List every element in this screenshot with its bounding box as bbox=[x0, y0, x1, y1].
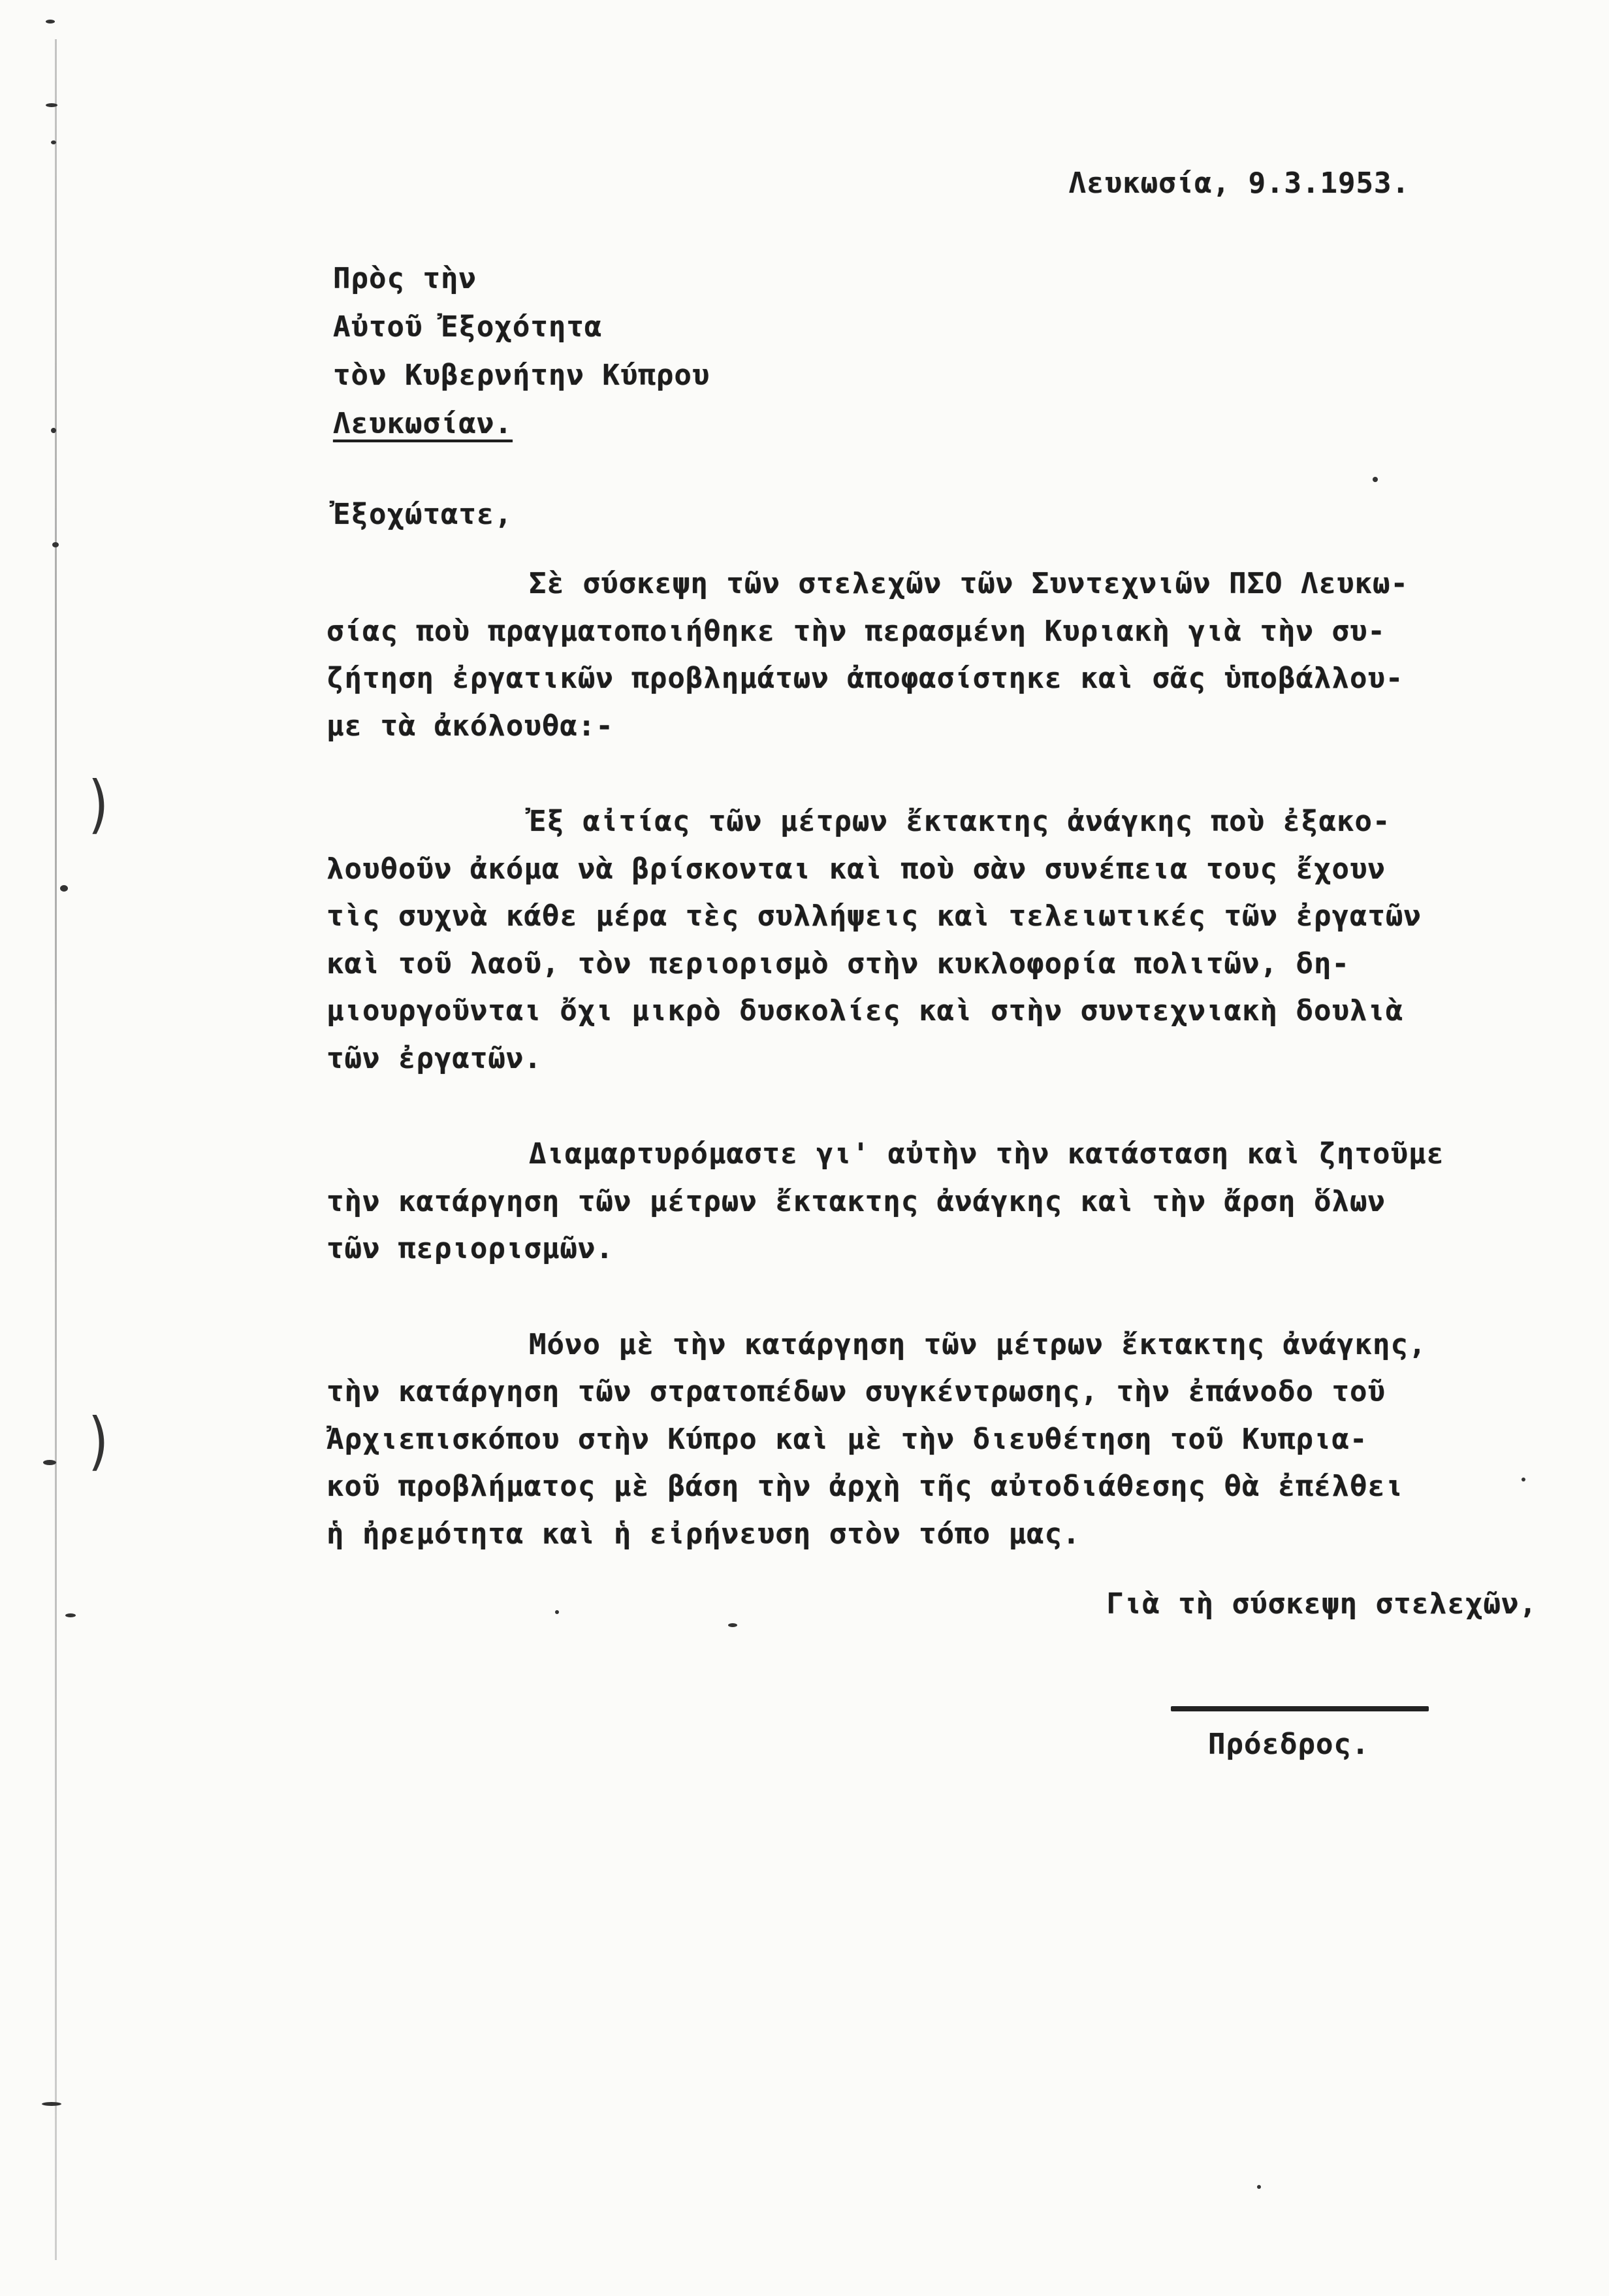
dateline: Λευκωσία, 9.3.1953. bbox=[1068, 167, 1410, 200]
scan-speck bbox=[1521, 1478, 1525, 1481]
paragraph-line: ἡ ἠρεμότητα καὶ ἡ εἰρήνευση στὸν τόπο μας. bbox=[327, 1517, 1081, 1551]
paragraph-line: Σὲ σύσκεψη τῶν στελεχῶν τῶν Συντεχνιῶν ΠΣΟ Λευκω- bbox=[529, 567, 1409, 600]
scan-speck bbox=[728, 1623, 737, 1627]
paragraph-line: Μόνο μὲ τὴν κατάργηση τῶν μέτρων ἔκτακτης ἀνάγκης, bbox=[529, 1327, 1427, 1361]
signature-title: Πρόεδρος. bbox=[1208, 1728, 1370, 1761]
paragraph-line: με τὰ ἀκόλουθα:- bbox=[327, 709, 614, 743]
scan-speck bbox=[65, 1613, 76, 1617]
scan-speck bbox=[42, 2102, 61, 2106]
recipient-address bbox=[333, 255, 710, 448]
paragraph-line: Ἀρχιεπισκόπου στὴν Κύπρο καὶ μὲ τὴν διευθέτηση τοῦ Κυπρια- bbox=[327, 1422, 1368, 1456]
salutation: Ἐξοχώτατε, bbox=[333, 498, 513, 531]
scan-speck bbox=[43, 1460, 56, 1465]
paragraph-line: λουθοῦν ἀκόμα νὰ βρίσκονται καὶ ποὺ σὰν συνέπεια τους ἔχουν bbox=[327, 852, 1386, 886]
scan-speck bbox=[555, 1610, 559, 1614]
signature-line bbox=[1171, 1706, 1429, 1711]
paragraph-1 bbox=[327, 560, 1531, 750]
paragraph-line: καὶ τοῦ λαοῦ, τὸν περιορισμὸ στὴν κυκλοφορία πολιτῶν, δη- bbox=[327, 946, 1350, 980]
closing-line: Γιὰ τὴ σύσκεψη στελεχῶν, bbox=[1106, 1587, 1537, 1621]
paragraph-line: σίας ποὺ πραγματοποιήθηκε τὴν περασμένη Κυριακὴ γιὰ τὴν συ- bbox=[327, 614, 1386, 648]
scan-speck bbox=[51, 428, 56, 433]
address-line-4: Λευκωσίαν. bbox=[333, 407, 513, 440]
scan-speck bbox=[1373, 477, 1378, 482]
scan-bracket-mark: ) bbox=[88, 768, 109, 841]
paragraph-line: τῶν περιορισμῶν. bbox=[327, 1232, 614, 1265]
scan-speck bbox=[52, 542, 59, 547]
paragraph-line: μιουργοῦνται ὄχι μικρὸ δυσκολίες καὶ στὴν συντεχνιακὴ δουλιὰ bbox=[327, 994, 1404, 1027]
paragraph-line: ζήτηση ἐργατικῶν προβλημάτων ἀποφασίστηκε καὶ σᾶς ὑποβάλλου- bbox=[327, 662, 1404, 695]
scan-speck bbox=[60, 885, 68, 892]
scan-bracket-mark: ) bbox=[88, 1404, 109, 1478]
scan-margin-line bbox=[55, 39, 57, 2260]
paragraph-line: τῶν ἐργατῶν. bbox=[327, 1041, 542, 1075]
paragraph-4 bbox=[327, 1321, 1531, 1559]
scan-speck bbox=[51, 140, 56, 144]
address-line-1: Πρὸς τὴν bbox=[333, 262, 477, 295]
paragraph-line: Διαμαρτυρόμαστε γι' αὐτὴν τὴν κατάσταση καὶ ζητοῦμε bbox=[529, 1137, 1445, 1171]
address-line-3: τὸν Κυβερνήτην Κύπρου bbox=[333, 359, 710, 392]
paragraph-line: τὴν κατάργηση τῶν μέτρων ἔκτακτης ἀνάγκης καὶ τὴν ἄρση ὅλων bbox=[327, 1184, 1386, 1218]
scan-speck bbox=[1257, 2185, 1261, 2189]
paragraph-line: τὴν κατάργηση τῶν στρατοπέδων συγκέντρωσης, τὴν ἐπάνοδο τοῦ bbox=[327, 1375, 1386, 1408]
letter-body bbox=[327, 560, 1531, 1606]
paragraph-line: Ἐξ αἰτίας τῶν μέτρων ἔκτακτης ἀνάγκης ποὺ ἐξακο- bbox=[529, 805, 1391, 838]
scan-speck bbox=[46, 103, 57, 107]
scan-speck bbox=[46, 20, 55, 24]
address-line-2: Αὐτοῦ Ἐξοχότητα bbox=[333, 310, 603, 344]
paragraph-line: κοῦ προβλήματος μὲ βάση τὴν ἀρχὴ τῆς αὐτοδιάθεσης θὰ ἐπέλθει bbox=[327, 1470, 1404, 1503]
paragraph-3 bbox=[327, 1131, 1531, 1273]
paragraph-2 bbox=[327, 798, 1531, 1082]
paragraph-line: τὶς συχνὰ κάθε μέρα τὲς συλλήψεις καὶ τελειωτικές τῶν ἐργατῶν bbox=[327, 899, 1422, 933]
